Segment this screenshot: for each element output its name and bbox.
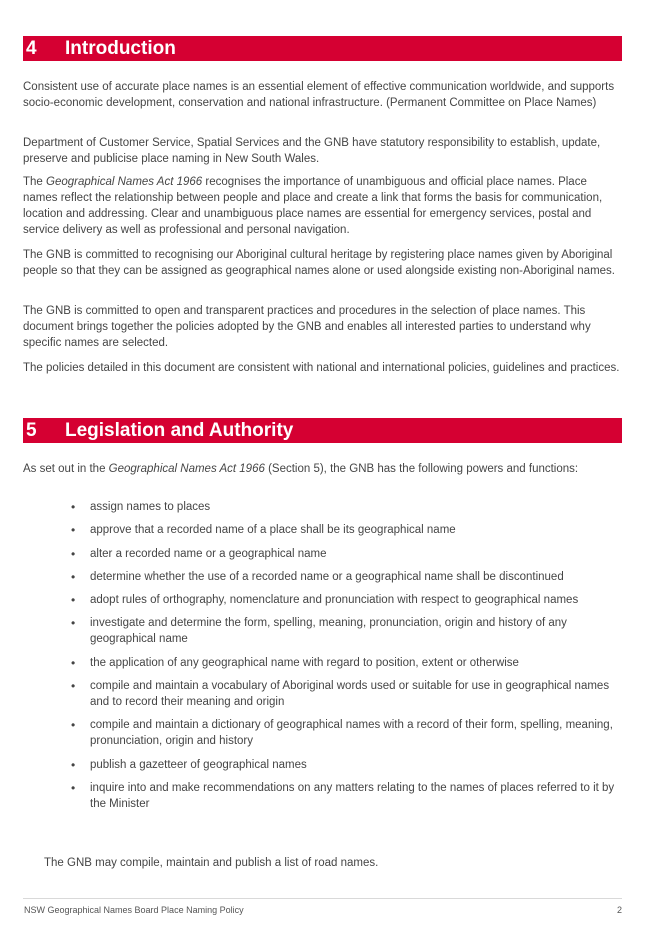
list-item-text: investigate and determine the form, spelling, meaning, pronunciation, origin and history of any geographical name	[90, 617, 567, 646]
list-item-text: publish a gazetteer of geographical names	[90, 758, 307, 771]
intro-paragraph-2: Department of Customer Service, Spatial Services and the GNB have statutory responsibility to establish, update, preserve and publicise place naming in New South Wales.	[23, 137, 601, 165]
list-item-text: determine whether the use of a recorded name or a geographical name shall be discontinued	[90, 570, 564, 583]
list-item	[70, 569, 630, 585]
list-item	[70, 499, 630, 515]
list-item	[70, 678, 630, 710]
list-item-text: inquire into and make recommendations on any matters relating to the names of places referred to it by the Minister	[90, 781, 615, 810]
page-number: 2	[616, 905, 622, 915]
list-item	[70, 780, 630, 812]
list-item-text: approve that a recorded name of a place shall be its geographical name	[90, 524, 456, 537]
section-number: 4	[26, 38, 37, 59]
road-names-statement: The GNB may compile, maintain and publish a list of road names.	[44, 857, 379, 869]
paragraph-text: As set out in the	[23, 463, 109, 475]
list-item	[70, 757, 630, 773]
list-item	[70, 615, 630, 647]
section-title: Introduction	[65, 38, 176, 59]
list-item-text: compile and maintain a dictionary of geographical names with a record of their form, spelling, meaning, pronunciation, origin and history	[90, 719, 613, 748]
bullet-icon: •	[71, 593, 76, 608]
bullet-icon: •	[71, 523, 76, 538]
intro-paragraph-3	[23, 174, 623, 238]
section-heading-introduction	[23, 36, 622, 61]
bullet-icon: •	[71, 718, 76, 733]
intro-paragraph-1: Consistent use of accurate place names is an essential element of effective communication worldwide, and supports socio-economic development, conservation and national infrastructure. (Permanent Committee on Place Names)	[23, 81, 615, 109]
bullet-icon: •	[71, 780, 76, 795]
list-item-text: alter a recorded name or a geographical name	[90, 547, 327, 560]
list-item	[70, 717, 630, 749]
list-item-text: adopt rules of orthography, nomenclature and pronunciation with respect to geographical names	[90, 594, 579, 607]
bullet-icon: •	[71, 500, 76, 514]
list-item	[70, 592, 630, 608]
intro-paragraph-4: The GNB is committed to recognising our Aboriginal cultural heritage by registering place names given by Aboriginal people so that they can be assigned as geographical names alone or used alongside existing non-Aboriginal names.	[23, 249, 616, 277]
section-title: Legislation and Authority	[65, 420, 294, 441]
bullet-icon: •	[71, 546, 76, 561]
list-item	[70, 522, 630, 538]
powers-list	[70, 499, 630, 819]
list-item-text: assign names to places	[90, 501, 211, 513]
bullet-icon: •	[71, 655, 76, 670]
list-item-text: compile and maintain a vocabulary of Aboriginal words used or suitable for use in geographical names and to record their meaning and origin	[90, 680, 610, 709]
paragraph-text: (Section 5), the GNB has the following powers and functions:	[264, 463, 579, 475]
legislation-intro-paragraph	[23, 461, 623, 477]
act-title: Geographical Names Act 1966	[46, 176, 203, 188]
list-item-text: the application of any geographical name with regard to position, extent or otherwise	[90, 656, 519, 669]
list-item	[70, 655, 630, 671]
bullet-icon: •	[71, 616, 76, 631]
paragraph-text: The	[23, 176, 47, 188]
footer-document-title: NSW Geographical Names Board Place Naming Policy	[24, 905, 244, 915]
bullet-icon: •	[71, 757, 76, 772]
intro-paragraph-5: The GNB is committed to open and transparent practices and procedures in the selection of place names. This document brings together the policies adopted by the GNB and enables all interested parties to understand why specific names are selected.	[23, 305, 591, 349]
section-heading-legislation	[23, 418, 622, 443]
bullet-icon: •	[71, 679, 76, 694]
paragraph-text: recognises the importance of unambiguous and official place names. Place names reflect the relationship between people and place and create a link that forms the basis for communication, location and addressing. Clear and unambiguous place names are essential for emergency services, postal and service delivery as well as professional and personal navigation.	[23, 176, 603, 236]
act-title: Geographical Names Act 1966	[108, 463, 265, 475]
section-number: 5	[26, 420, 37, 441]
list-item	[70, 546, 630, 562]
intro-paragraph-6: The policies detailed in this document are consistent with national and international policies, guidelines and practices.	[23, 362, 620, 374]
footer-divider	[23, 898, 622, 899]
bullet-icon: •	[71, 569, 76, 584]
